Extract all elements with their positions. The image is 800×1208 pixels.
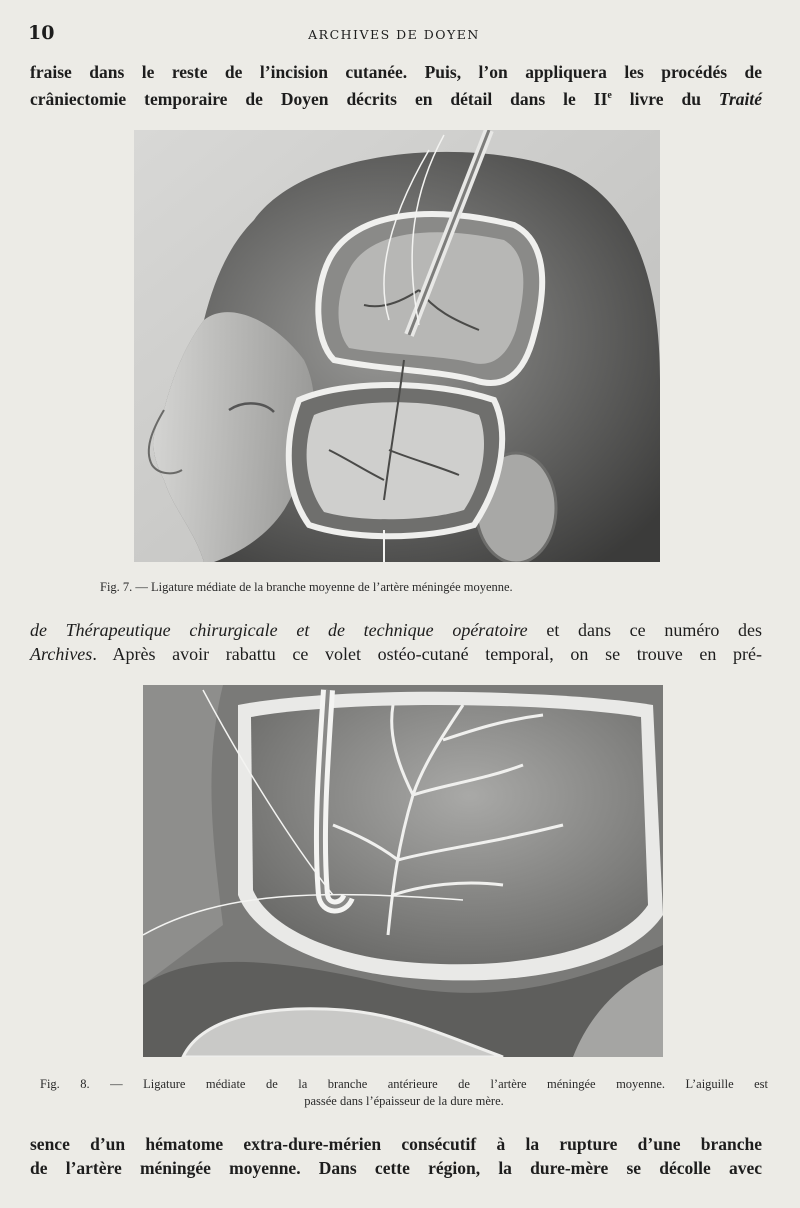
paragraph-1-line-2 [30,84,762,111]
italic-treatise-title: de Thérapeutique chirurgicale et de technique opératoire [30,620,528,640]
paragraph-3 [30,1132,762,1180]
paragraph-1-line-2-text-b: livre du [611,88,719,109]
exposed-dura [251,705,648,964]
paragraph-2-line-1 [30,618,762,642]
figure-8-caption [40,1076,768,1110]
paragraph-3-line-1: sence d’un hématome extra-dure-mérien consécutif à la rupture d’une branche [30,1134,762,1154]
page-header [28,22,760,48]
paragraph-1-line-2-text: crâniectomie temporaire de Doyen décrits en détail dans le II [30,88,608,109]
figure-7-caption: Fig. 7. — Ligature médiate de la branche moyenne de l’artère méningée moyenne. [100,580,513,594]
page-number: 10 [28,22,55,44]
paragraph-1-line-1: fraise dans le reste de l’incision cutanée. Puis, l’on appliquera les procédés de [30,62,762,82]
paragraph-1 [30,60,762,111]
italic-archives: Archives [30,644,93,664]
running-title: ARCHIVES DE DOYEN [308,27,480,42]
exposed-dura-upper [338,232,523,364]
figure-7-illustration [134,130,660,562]
italic-traite: Traité [718,88,762,109]
paragraph-2-line-2 [30,642,762,666]
figure-8-caption-line-1: Fig. 8. — Ligature médiate de la branche antérieure de l’artère méningée moyenne. L’aiguille est [40,1077,768,1091]
figure-8-caption-line-2: passée dans l’épaisseur de la dure mère. [304,1094,504,1108]
paragraph-2-line-2-text: . Après avoir rabattu ce volet ostéo-cutané temporal, on se trouve en pré- [92,644,762,664]
paragraph-3-line-2: de l’artère méningée moyenne. Dans cette région, la dure-mère se décolle avec [30,1158,762,1178]
paragraph-2-line-1-text: et dans ce numéro des [527,620,762,640]
paragraph-2 [30,618,762,666]
figure-8-illustration [143,685,663,1057]
figure-8-drawing [143,685,663,1057]
superscript-e: e [607,90,612,101]
figure-7-drawing [134,130,660,562]
